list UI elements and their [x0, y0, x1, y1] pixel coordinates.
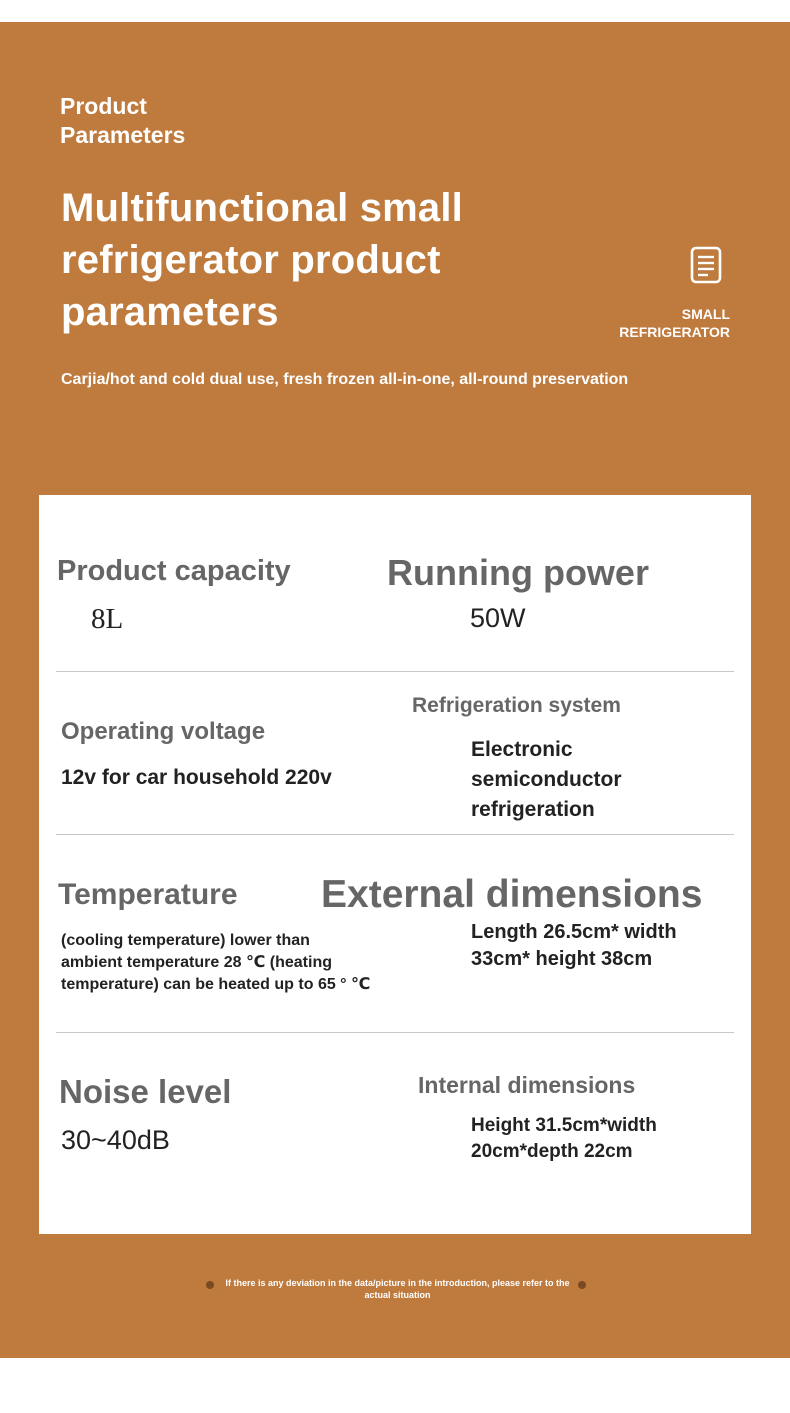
refrigeration-value-line1: Electronic — [471, 738, 573, 761]
page-title — [61, 182, 581, 338]
refrigeration-label: Refrigeration system — [412, 694, 621, 717]
temperature-value — [61, 930, 370, 996]
capacity-value: 8L — [91, 603, 124, 635]
title-line3: parameters — [61, 290, 279, 334]
title-line1: Multifunctional small — [61, 186, 463, 230]
external-dimensions-value — [471, 919, 677, 973]
document-icon — [690, 246, 722, 284]
refrigeration-value-line3: refrigeration — [471, 798, 595, 821]
refrigeration-value — [471, 735, 622, 825]
noise-label: Noise level — [59, 1073, 232, 1110]
voltage-value: 12v for car household 220v — [61, 766, 332, 789]
divider-1 — [56, 671, 734, 672]
divider-3 — [56, 1032, 734, 1033]
refrigeration-value-line2: semiconductor — [471, 768, 622, 791]
external-dimensions-value-line1: Length 26.5cm* width — [471, 921, 677, 943]
section-label-line1: Product — [60, 93, 147, 119]
internal-dimensions-label: Internal dimensions — [418, 1072, 636, 1098]
internal-dimensions-value-line1: Height 31.5cm*width — [471, 1115, 657, 1136]
footnote — [215, 1277, 580, 1301]
footnote-line1: If there is any deviation in the data/picture in the introduction, please refer to the — [225, 1278, 570, 1288]
power-label: Running power — [387, 552, 649, 593]
external-dimensions-value-line2: 33cm* height 38cm — [471, 948, 653, 970]
internal-dimensions-value-line2: 20cm*depth 22cm — [471, 1141, 633, 1162]
temperature-value-line1: (cooling temperature) lower than — [61, 932, 310, 949]
temperature-value-line3: temperature) can be heated up to 65 ° ℃ — [61, 976, 371, 993]
capacity-label: Product capacity — [57, 555, 291, 587]
parameters-card — [39, 495, 751, 1234]
temperature-label: Temperature — [58, 878, 238, 911]
section-label-line2: Parameters — [60, 122, 186, 148]
internal-dimensions-value — [471, 1113, 657, 1165]
external-dimensions-label: External dimensions — [321, 873, 703, 916]
power-value: 50W — [470, 603, 526, 633]
noise-value: 30~40dB — [61, 1125, 170, 1155]
brand-line2: REFRIGERATOR — [619, 324, 730, 340]
brand-label — [560, 305, 730, 341]
section-label — [60, 92, 360, 150]
footnote-line2: actual situation — [364, 1290, 431, 1300]
temperature-value-line2: ambient temperature 28 ℃ (heating — [61, 954, 332, 971]
voltage-label: Operating voltage — [61, 718, 266, 745]
footnote-left-dot — [206, 1281, 214, 1289]
title-line2: refrigerator product — [61, 238, 441, 282]
brand-line1: SMALL — [681, 306, 730, 322]
tagline: Carjia/hot and cold dual use, fresh frozen all-in-one, all-round preservation — [61, 371, 629, 388]
divider-2 — [56, 834, 734, 835]
